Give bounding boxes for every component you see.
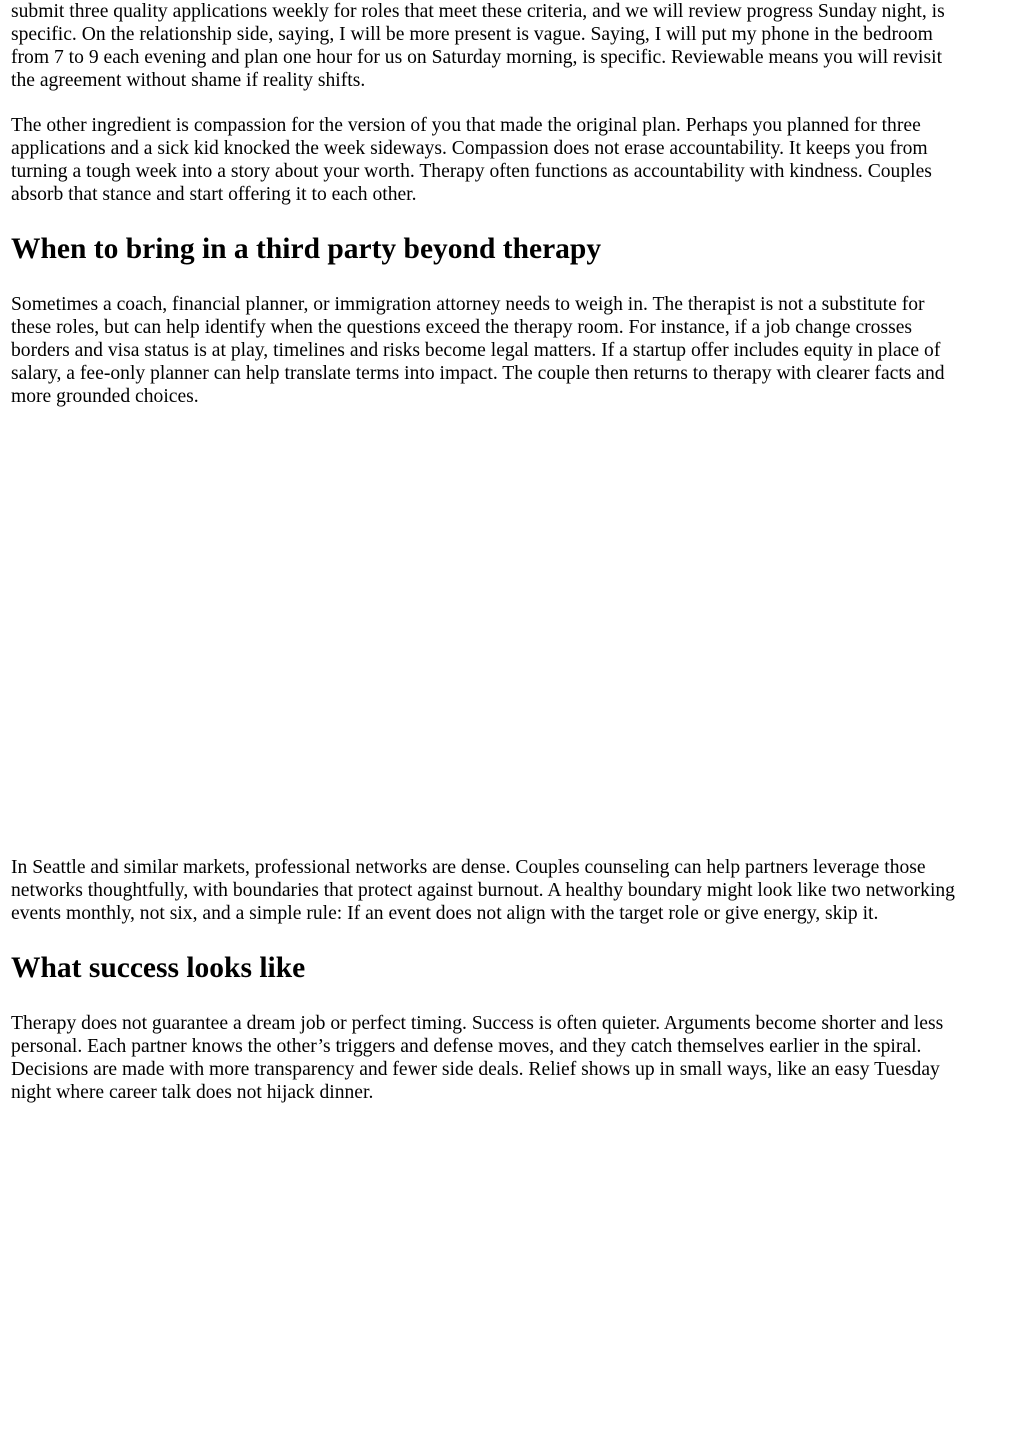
text-line: turning a tough week into a story about your worth. Therapy often functions as accountability with kindness. Couples bbox=[11, 161, 932, 182]
text-line: Therapy does not guarantee a dream job or perfect timing. Success is often quieter. Arguments become shorter and less bbox=[11, 1013, 944, 1034]
text-line: personal. Each partner knows the other’s triggers and defense moves, and they catch themselves earlier in the spiral. bbox=[11, 1036, 922, 1057]
paragraph-success bbox=[11, 1012, 1016, 1104]
text-line: The other ingredient is compassion for the version of you that made the original plan. Perhaps you planned for three bbox=[11, 115, 921, 136]
text-line: In Seattle and similar markets, professional networks are dense. Couples counseling can help partners leverage those bbox=[11, 857, 926, 878]
heading-third-party: When to bring in a third party beyond therapy bbox=[11, 233, 602, 265]
text-line: these roles, but can help identify when the questions exceed the therapy room. For instance, if a job change crosses bbox=[11, 317, 913, 338]
text-line: applications and a sick kid knocked the week sideways. Compassion does not erase accountability. It keeps you from bbox=[11, 138, 928, 159]
text-line: absorb that stance and start offering it to each other. bbox=[11, 184, 417, 205]
paragraph-compassion bbox=[11, 114, 1016, 206]
paragraph-seattle-networks bbox=[11, 856, 1016, 925]
heading-success: What success looks like bbox=[11, 952, 306, 984]
text-line: more grounded choices. bbox=[11, 386, 199, 407]
text-line: the agreement without shame if reality shifts. bbox=[11, 70, 366, 91]
paragraph-specific-goals bbox=[11, 0, 1016, 92]
text-line: from 7 to 9 each evening and plan one hour for us on Saturday morning, is specific. Reviewable means you will revisit bbox=[11, 47, 943, 68]
text-line: Decisions are made with more transparency and fewer side deals. Relief shows up in small ways, like an easy Tuesday bbox=[11, 1059, 940, 1080]
text-line: night where career talk does not hijack dinner. bbox=[11, 1082, 374, 1103]
text-line: submit three quality applications weekly for roles that meet these criteria, and we will review progress Sunday night, is bbox=[11, 1, 945, 22]
paragraph-third-party bbox=[11, 293, 1016, 408]
text-line: networks thoughtfully, with boundaries that protect against burnout. A healthy boundary might look like two networking bbox=[11, 880, 955, 901]
text-line: salary, a fee-only planner can help translate terms into impact. The couple then returns to therapy with clearer facts and bbox=[11, 363, 945, 384]
text-line: events monthly, not six, and a simple rule: If an event does not align with the target role or give energy, skip it. bbox=[11, 903, 879, 924]
text-line: specific. On the relationship side, saying, I will be more present is vague. Saying, I will put my phone in the bedroom bbox=[11, 24, 933, 45]
text-line: borders and visa status is at play, timelines and risks become legal matters. If a startup offer includes equity in place of bbox=[11, 340, 941, 361]
text-line: Sometimes a coach, financial planner, or immigration attorney needs to weigh in. The therapist is not a substitute for bbox=[11, 294, 925, 315]
